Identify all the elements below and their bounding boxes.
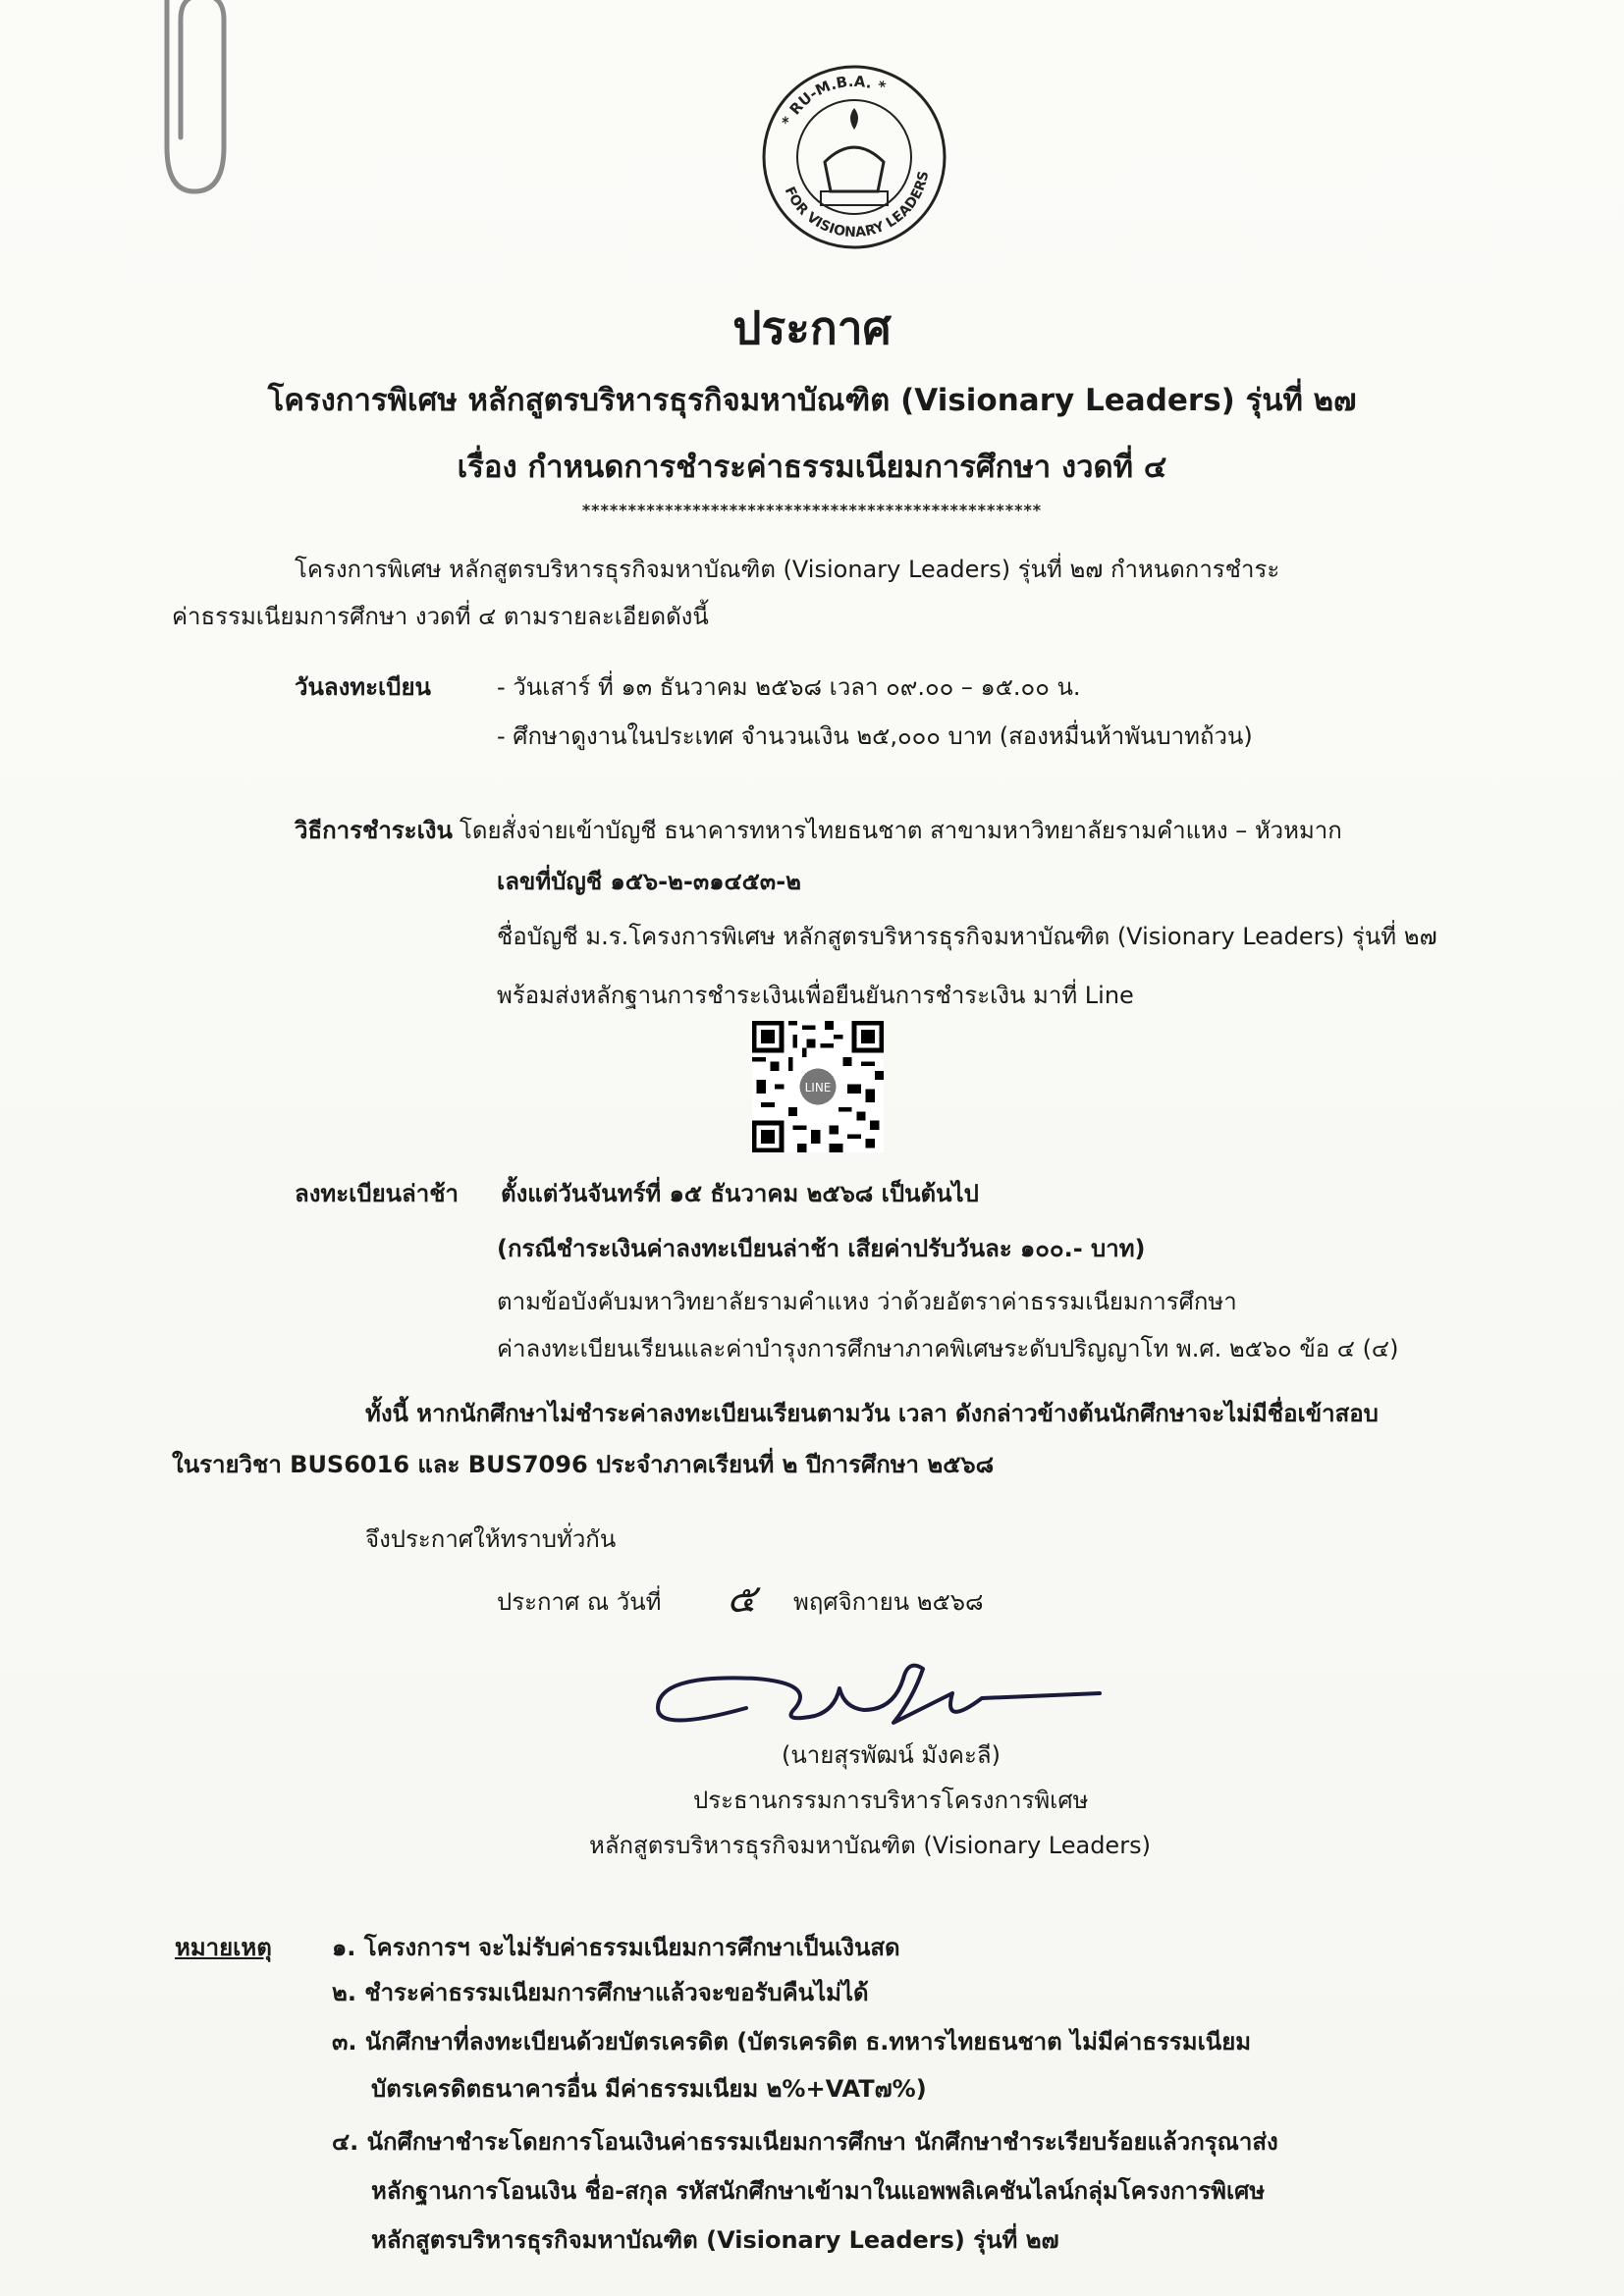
note-item-3-cont: บัตรเครดิตธนาคารอื่น มีค่าธรรมเนียม ๒%+VAT๗%) [371, 2075, 927, 2103]
page-title: ประกาศ [732, 301, 892, 354]
line-qr-code[interactable] [752, 1021, 884, 1152]
note-item-4: ๔. นักศึกษาชำระโดยการโอนเงินค่าธรรมเนียมการศึกษา นักศึกษาชำระเรียบร้อยแล้วกรุณาส่ง [332, 2128, 1278, 2156]
subject-line: เรื่อง กำหนดการชำระค่าธรรมเนียมการศึกษา งวดที่ ๔ [457, 450, 1167, 485]
registration-date: - วันเสาร์ ที่ ๑๓ ธันวาคม ๒๕๖๘ เวลา ๐๙.๐๐ – ๑๕.๐๐ น. [497, 673, 1081, 701]
note-item-4-cont-1: หลักฐานการโอนเงิน ชื่อ-สกุล รหัสนักศึกษาเข้ามาในแอพพลิเคชันไลน์กลุ่มโครงการพิเศษ [371, 2177, 1266, 2205]
notes-label: หมายเหตุ [175, 1934, 272, 1961]
date-prefix: ประกาศ ณ วันที่ [497, 1588, 662, 1616]
payment-label: วิธีการชำระเงิน [295, 817, 453, 844]
warning-line-1: ทั้งนี้ หากนักศึกษาไม่ชำระค่าลงทะเบียนเรียนตามวัน เวลา ดังกล่าวข้างต้นนักศึกษาจะไม่มีชื่อเข้าสอบ [365, 1400, 1379, 1427]
closing-announce: จึงประกาศให้ทราบทั่วกัน [365, 1525, 617, 1553]
signer-program: หลักสูตรบริหารธุรกิจมหาบัณฑิต (Visionary Leaders) [589, 1832, 1151, 1859]
registration-amount: - ศึกษาดูงานในประเทศ จำนวนเงิน ๒๕,๐๐๐ บาท (สองหมื่นห้าพันบาทถ้วน) [497, 722, 1253, 750]
payment-evidence: พร้อมส่งหลักฐานการชำระเงินเพื่อยืนยันการชำระเงิน มาที่ Line [497, 982, 1134, 1009]
signer-position: ประธานกรรมการบริหารโครงการพิเศษ [693, 1787, 1089, 1814]
late-rule-1: ตามข้อบังคับมหาวิทยาลัยรามคำแหง ว่าด้วยอัตราค่าธรรมเนียมการศึกษา [497, 1288, 1237, 1315]
note-item-1: ๑. โครงการฯ จะไม่รับค่าธรรมเนียมการศึกษาเป็นเงินสด [332, 1934, 900, 1961]
handwritten-date-day: ๕ [727, 1576, 757, 1622]
intro-line-2: ค่าธรรมเนียมการศึกษา งวดที่ ๔ ตามรายละเอียดดังนี้ [172, 603, 709, 630]
qr-caption: LINE [804, 1081, 832, 1095]
late-label: ลงทะเบียนล่าช้า [295, 1180, 459, 1207]
handwritten-signature [628, 1639, 1119, 1747]
note-item-3: ๓. นักศึกษาที่ลงทะเบียนด้วยบัตรเครดิต (บัตรเครดิต ธ.ทหารไทยธนชาต ไม่มีค่าธรรมเนียม [332, 2028, 1252, 2056]
date-suffix: พฤศจิกายน ๒๕๖๘ [793, 1588, 984, 1616]
svg-text:* RU-M.B.A. *: * RU-M.B.A. * [778, 72, 889, 130]
account-number: เลขที่บัญชี ๑๕๖-๒-๓๑๔๕๓-๒ [497, 868, 801, 895]
note-item-2: ๒. ชำระค่าธรรมเนียมการศึกษาแล้วจะขอรับคืนไม่ได้ [332, 1979, 869, 2006]
warning-line-2: ในรายวิชา BUS6016 และ BUS7096 ประจำภาคเรียนที่ ๒ ปีการศึกษา ๒๕๖๘ [172, 1451, 995, 1478]
university-seal-logo [756, 54, 952, 280]
late-rule-2: ค่าลงทะเบียนเรียนและค่าบำรุงการศึกษาภาคพิเศษระดับปริญญาโท พ.ศ. ๒๕๖๐ ข้อ ๔ (๔) [497, 1335, 1399, 1362]
payment-bank: โดยสั่งจ่ายเข้าบัญชี ธนาคารทหารไทยธนชาต สาขามหาวิทยาลัยรามคำแหง – หัวหมาก [460, 817, 1342, 844]
late-fine: (กรณีชำระเงินค่าลงทะเบียนล่าช้า เสียค่าปรับวันละ ๑๐๐.- บาท) [497, 1235, 1146, 1262]
program-subtitle: โครงการพิเศษ หลักสูตรบริหารธุรกิจมหาบัณฑิต (Visionary Leaders) รุ่นที่ ๒๗ [267, 383, 1357, 418]
intro-line-1: โครงการพิเศษ หลักสูตรบริหารธุรกิจมหาบัณฑิต (Visionary Leaders) รุ่นที่ ๒๗ กำหนดการชำระ [295, 556, 1280, 583]
account-name: ชื่อบัญชี ม.ร.โครงการพิเศษ หลักสูตรบริหารธุรกิจมหาบัณฑิต (Visionary Leaders) รุ่นที่ ๒๗ [497, 923, 1437, 950]
svg-text:FOR VISIONARY LEADERS: FOR VISIONARY LEADERS [781, 169, 933, 241]
note-item-4-cont-2: หลักสูตรบริหารธุรกิจมหาบัณฑิต (Visionary Leaders) รุ่นที่ ๒๗ [371, 2226, 1059, 2254]
signer-name: (นายสุรพัฒน์ มังคะลี) [782, 1741, 1001, 1769]
paper-clip [137, 0, 245, 206]
late-start: ตั้งแต่วันจันทร์ที่ ๑๕ ธันวาคม ๒๕๖๘ เป็นต้นไป [501, 1180, 979, 1207]
registration-label: วันลงทะเบียน [295, 673, 431, 701]
dotted-divider: ************************************************** [581, 501, 1043, 519]
